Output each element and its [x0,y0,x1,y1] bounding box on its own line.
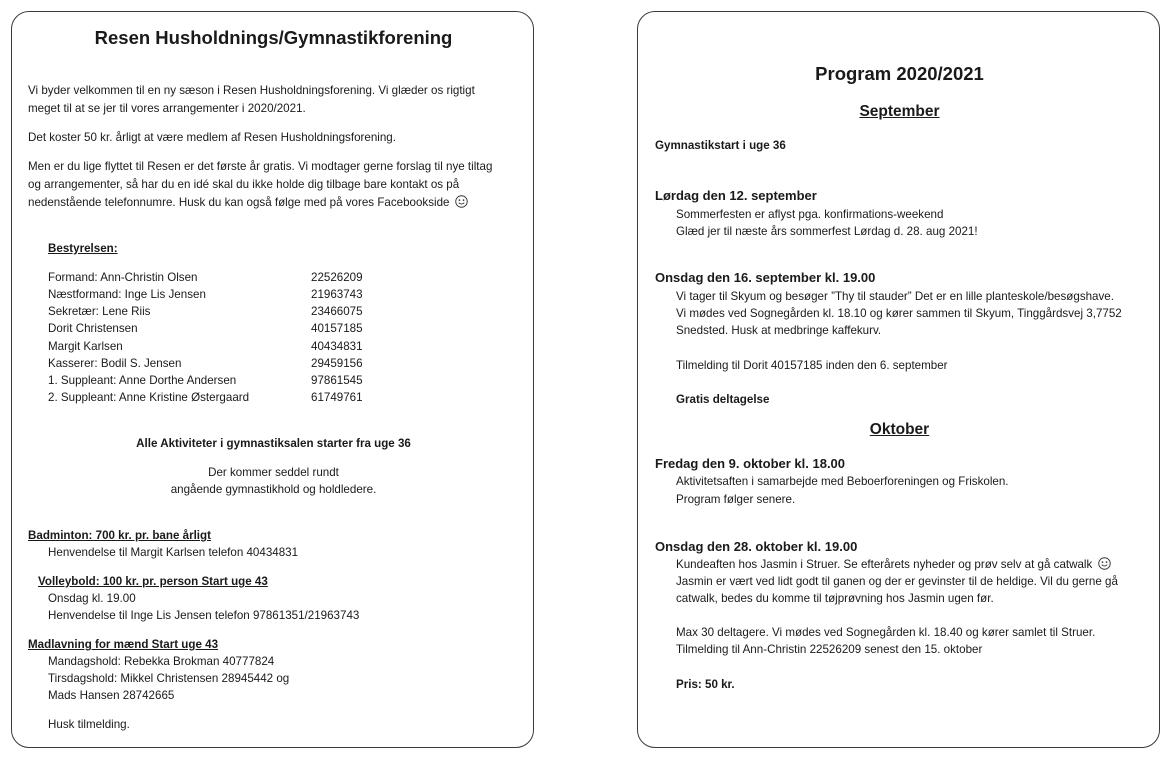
event-2-line-2: Vi mødes ved Sognegården kl. 18.10 og kører sammen til Skyum, Tinggårdsvej 3,7752 [676,307,1122,320]
cooking-tuesday: Tirsdagshold: Mikkel Christensen 28945442 og [48,672,290,685]
event-2-signup: Tilmelding til Dorit 40157185 inden den 6. september [676,359,948,372]
event-1-line-1: Sommerfesten er aflyst pga. konfirmations-weekend [676,208,944,221]
facebook-text: nedenstående telefonnumre. Husk du kan også følge med på vores Facebookside [28,196,450,209]
cooking-monday: Mandagshold: Rebekka Brokman 40777824 [48,655,275,668]
event-3-line-2: Program følger senere. [676,493,796,506]
event-4-signup: Tilmelding til Ann-Christin 22526209 senest den 15. oktober [676,643,983,656]
board-member-name: Kasserer: Bodil S. Jensen [48,357,182,370]
event-4-line-2: Jasmin er vært ved lidt godt til ganen og der er gevinster til de heldige. Vil du gerne gå [676,575,1118,588]
event-3-line-1: Aktivitetsaften i samarbejde med Beboerforeningen og Friskolen. [676,475,1009,488]
event-2-free: Gratis deltagelse [676,393,770,406]
board-member-name: Margit Karlsen [48,340,123,353]
cooking-reminder: Husk tilmelding. [48,718,130,731]
volleyball-heading: Volleybold: 100 kr. pr. person Start uge 43 [38,575,268,588]
page-title: Resen Husholdnings/Gymnastikforening [94,27,453,48]
board-member-phone: 40434831 [311,340,363,353]
board-member-name: Sekretær: Lene Riis [48,305,151,318]
board-member-phone: 21963743 [311,288,363,301]
welcome-line-1: Men er du lige flyttet til Resen er det første år gratis. Vi modtager gerne forslag til nye tiltag [28,160,493,173]
board-member-name: Næstformand: Inge Lis Jensen [48,288,206,301]
left-page-card [11,11,534,748]
smiley-icon [1098,557,1111,570]
board-member-phone: 23466075 [311,305,363,318]
board-member-phone: 40157185 [311,322,363,335]
membership-price: Det koster 50 kr. årligt at være medlem af Resen Husholdningsforening. [28,131,396,144]
event-4-line-1-text: Kundeaften hos Jasmin i Struer. Se efterårets nyheder og prøv selv at gå catwalk [676,558,1093,571]
badminton-contact: Henvendelse til Margit Karlsen telefon 40434831 [48,546,299,559]
event-2-heading: Onsdag den 16. september kl. 19.00 [655,270,876,285]
board-member-name: Dorit Christensen [48,322,138,335]
board-member-phone: 61749761 [311,391,363,404]
board-member-phone: 22526209 [311,271,363,284]
note-line-1: Der kommer seddel rundt [208,466,339,479]
event-1-line-2: Glæd jer til næste års sommerfest Lørdag d. 28. aug 2021! [676,225,978,238]
intro-line-2: meget til at se jer til vores arrangementer i 2020/2021. [28,102,306,115]
event-1-heading: Lørdag den 12. september [655,188,817,203]
board-member-name: Formand: Ann-Christin Olsen [48,271,198,284]
volleyball-contact: Henvendelse til Inge Lis Jensen telefon 97861351/21963743 [48,609,360,622]
event-4-heading: Onsdag den 28. oktober kl. 19.00 [655,539,858,554]
welcome-line-3 [28,194,468,211]
event-4-price: Pris: 50 kr. [676,678,735,691]
board-heading: Bestyrelsen: [48,242,118,255]
cooking-heading: Madlavning for mænd Start uge 43 [28,638,219,651]
board-member-phone: 97861545 [311,374,363,387]
month-september: September [859,103,940,120]
event-3-heading: Fredag den 9. oktober kl. 18.00 [655,456,846,471]
welcome-line-2: og arrangementer, så har du en idé skal du ikke holde dig tilbage bare kontakt os på [28,178,460,191]
board-member-phone: 29459156 [311,357,363,370]
program-title: Program 2020/2021 [815,63,984,84]
event-2-line-1: Vi tager til Skyum og besøger ”Thy til stauder” Det er en lille planteskole/besøgshave. [676,290,1114,303]
board-member-name: 2. Suppleant: Anne Kristine Østergaard [48,391,250,404]
right-page-card [637,11,1160,748]
event-4-line-1 [676,556,1111,573]
activities-heading: Alle Aktiviteter i gymnastiksalen starter fra uge 36 [136,437,411,450]
event-2-line-3: Snedsted. Husk at medbringe kaffekurv. [676,324,882,337]
badminton-heading: Badminton: 700 kr. pr. bane årligt [28,529,211,542]
event-4-line-3: catwalk, bedes du komme til tøjprøvning hos Jasmin ugen før. [676,592,994,605]
cooking-tuesday-2: Mads Hansen 28742665 [48,689,175,702]
volleyball-time: Onsdag kl. 19.00 [48,592,136,605]
smiley-icon [455,195,468,208]
intro-line-1: Vi byder velkommen til en ny sæson i Resen Husholdningsforening. Vi glæder os rigtigt [28,84,475,97]
gym-start: Gymnastikstart i uge 36 [655,139,786,152]
month-oktober: Oktober [869,421,930,438]
board-member-name: 1. Suppleant: Anne Dorthe Andersen [48,374,237,387]
event-4-line-4: Max 30 deltagere. Vi mødes ved Sognegården kl. 18.40 og kører samlet til Struer. [676,626,1096,639]
note-line-2: angående gymnastikhold og holdledere. [170,483,377,496]
